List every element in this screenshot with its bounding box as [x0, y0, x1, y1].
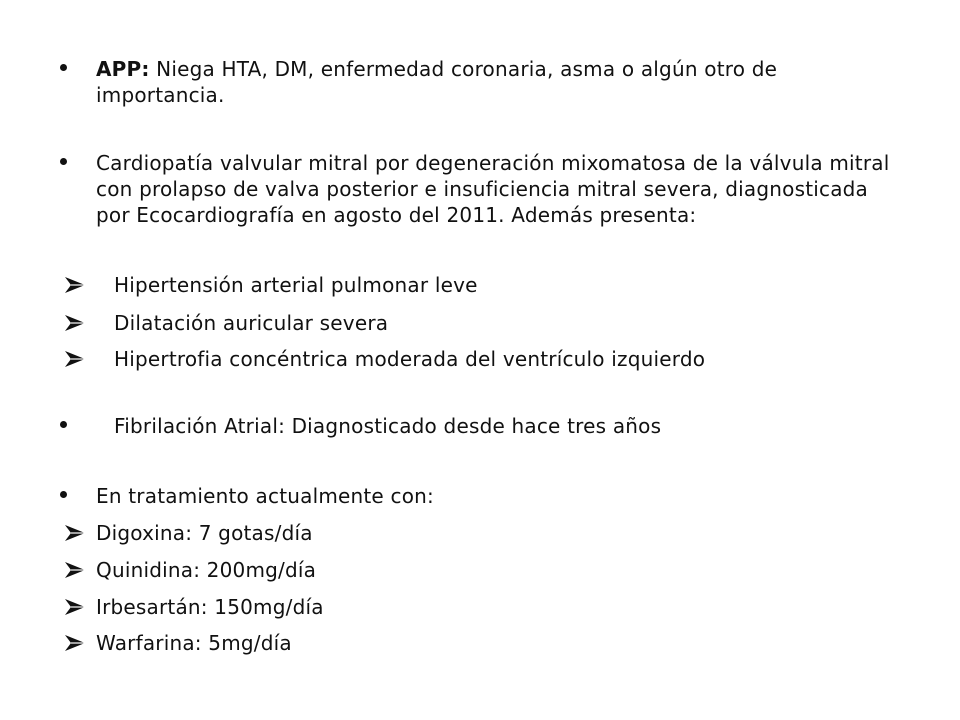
medication-item: Warfarina: 5mg/día — [96, 631, 292, 655]
medication-item: Irbesartán: 150mg/día — [96, 595, 324, 619]
medication-item: Quinidina: 200mg/día — [96, 558, 317, 582]
arrow-bullet-icon — [64, 350, 86, 368]
app-paragraph — [96, 56, 896, 108]
bullet-dot — [60, 491, 67, 498]
arrow-bullet-icon — [64, 634, 86, 652]
cardio-paragraph: Cardiopatía valvular mitral por degeneración mixomatosa de la válvula mitral con prolapso de valva posterior e insuficiencia mitral severa, diagnosticada por Ecocardiografía en agosto del 2011. Además presenta: — [96, 151, 890, 227]
arrow-bullet-icon — [64, 598, 86, 616]
app-text: Niega HTA, DM, enfermedad coronaria, asma o algún otro de importancia. — [96, 57, 778, 107]
cardio-item: Dilatación auricular severa — [114, 311, 389, 335]
tratamiento-paragraph: En tratamiento actualmente con: — [96, 484, 434, 508]
arrow-bullet-icon — [64, 524, 86, 542]
arrow-bullet-icon — [64, 314, 86, 332]
fa-paragraph: Fibrilación Atrial: Diagnosticado desde hace tres años — [114, 414, 662, 438]
cardio-item: Hipertensión arterial pulmonar leve — [114, 273, 478, 297]
bullet-dot — [60, 64, 67, 71]
bullet-dot — [60, 158, 67, 165]
bullet-dot — [60, 421, 67, 428]
app-label: APP: — [96, 57, 150, 81]
medication-item: Digoxina: 7 gotas/día — [96, 521, 313, 545]
arrow-bullet-icon — [64, 561, 86, 579]
arrow-bullet-icon — [64, 276, 86, 294]
cardio-item: Hipertrofia concéntrica moderada del ventrículo izquierdo — [114, 347, 706, 371]
